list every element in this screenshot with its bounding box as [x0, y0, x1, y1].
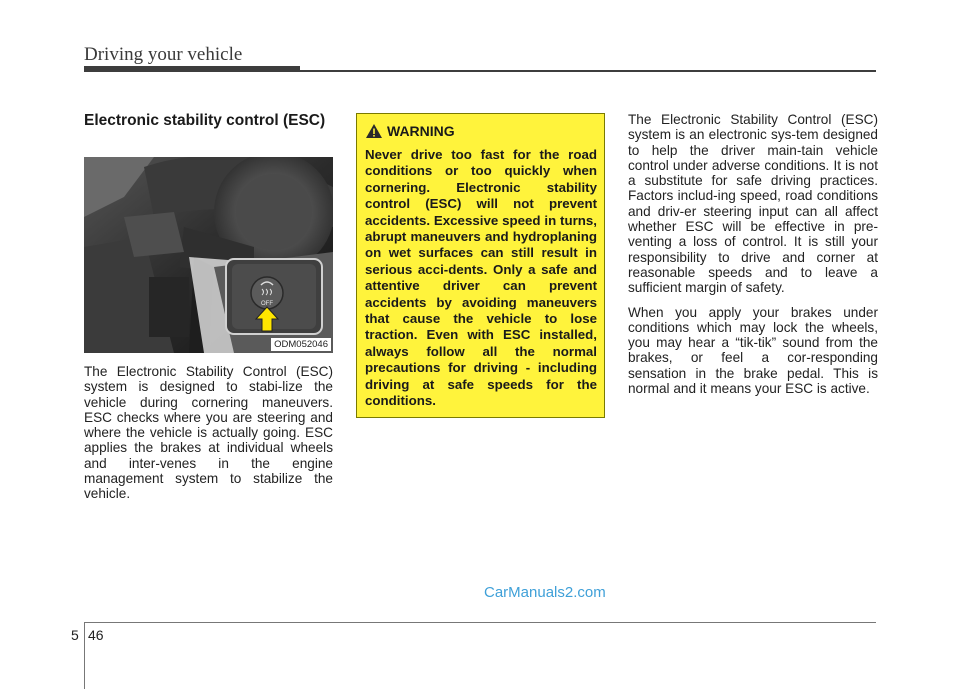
warning-title: WARNING [387, 123, 455, 139]
column3-paragraph-1: The Electronic Stability Control (ESC) system is an electronic sys-tem designed to help the driver main-tain vehicle control under adverse conditions. It is not a substitute for safe driving practices. Factors includ-ing speed, road conditions and driv-er steering input can all affect whether ESC will be effective in pre-venting a loss of control. It is still your responsibility to drive and corner at reasonable speeds and to leave a sufficient margin of safety. [628, 112, 878, 296]
page-number: 46 [88, 627, 104, 643]
warning-triangle-icon [365, 123, 383, 139]
watermark-link[interactable]: CarManuals2.com [484, 584, 606, 601]
section-heading: Electronic stability control (ESC) [84, 112, 326, 129]
off-label: OFF [261, 301, 273, 307]
warning-text: Never drive too fast for the road conditions or too quickly when cornering. Electronic stability control (ESC) will not prevent accidents. Excessive speed in turns, abrupt maneuvers and hydroplaning on wet surfaces can still result in serious acci-dents. Only a safe and attentive driver can prevent accidents by avoiding maneuvers that cause the vehicle to lose traction. Even with ESC installed, always follow all the normal precautions for driving - including driving at safe speeds for the conditions. [365, 147, 597, 409]
column3-text [628, 112, 878, 405]
warning-box [356, 113, 605, 418]
footer-vline [84, 622, 85, 689]
header-title: Driving your vehicle [84, 44, 243, 65]
footer-rule [84, 622, 876, 623]
figure-code: ODM052046 [271, 338, 331, 351]
header-bar-thick [84, 66, 300, 72]
warning-header [365, 123, 455, 139]
page-section: 5 [71, 627, 79, 643]
column3-paragraph-2: When you apply your brakes under conditions which may lock the wheels, you may hear a “tik-tik” sound from the brakes, or feel a cor-responding sensation in the brake pedal. This is normal and it means your ESC is active. [628, 304, 878, 397]
header-bar-thin [300, 70, 876, 72]
esc-figure [84, 157, 333, 353]
column1-paragraph: The Electronic Stability Control (ESC) system is designed to stabi-lize the vehicle during cornering maneuvers. ESC checks where you are steering and where the vehicle is actually going. ESC applies the brakes at individual wheels and inter-venes in the engine management system to stabilize the vehicle. [84, 364, 333, 502]
dashboard-illustration [84, 157, 333, 353]
